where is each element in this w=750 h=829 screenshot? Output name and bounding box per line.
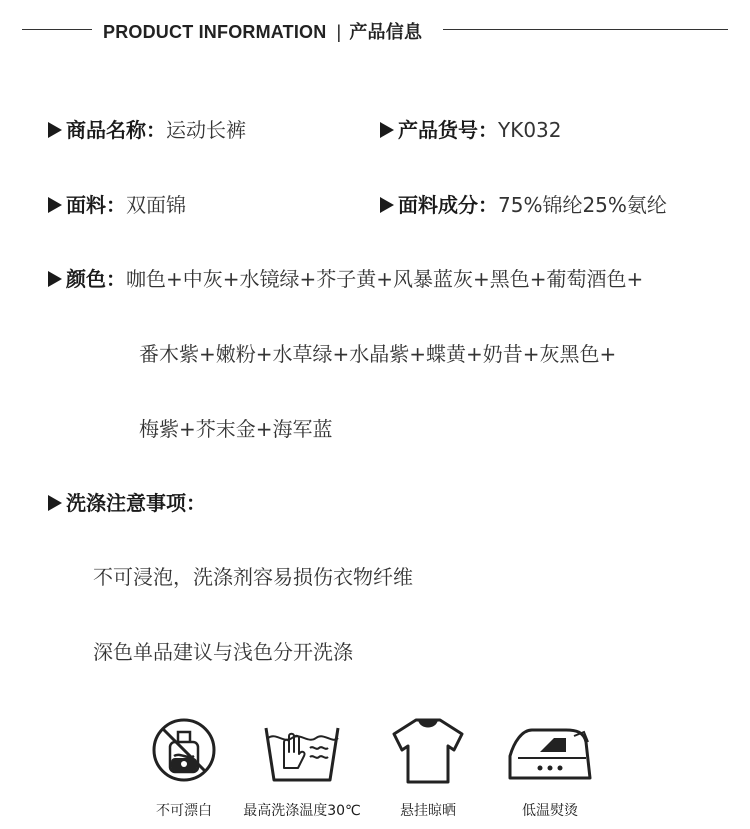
field-label: 产品货号： [398, 118, 498, 142]
bullet-arrow-icon [380, 197, 394, 213]
wash-30-icon [252, 712, 352, 788]
care-label-no-bleach: 不可漂白 [156, 803, 212, 819]
low-iron-icon [500, 712, 600, 788]
bullet-arrow-icon [48, 495, 62, 511]
care-note-1: 不可浸泡，洗涤剂容易损伤衣物纤维 [93, 565, 413, 589]
colors-line-1: 咖色+中灰+水镜绿+芥子黄+风暴蓝灰+黑色+葡萄酒色+ [126, 267, 644, 291]
care-note-2: 深色单品建议与浅色分开洗涤 [93, 640, 353, 664]
header-title-en: PRODUCT INFORMATION [103, 22, 327, 42]
field-value: 75%锦纶25%氨纶 [498, 193, 667, 217]
colors-line-3: 梅紫+芥末金+海军蓝 [139, 417, 333, 441]
bullet-arrow-icon [380, 122, 394, 138]
care-heading [48, 491, 206, 515]
field-label: 面料成分： [398, 193, 498, 217]
no-bleach-icon [134, 712, 234, 788]
header-title [103, 18, 422, 44]
field-value: YK032 [498, 118, 562, 142]
colors-line-2: 番木紫+嫩粉+水草绿+水晶紫+蝶黄+奶昔+灰黑色+ [139, 342, 617, 366]
header-rule-left [22, 29, 92, 30]
bullet-arrow-icon [48, 197, 62, 213]
header-rule-right [443, 29, 728, 30]
field-composition [380, 193, 667, 217]
bullet-arrow-icon [48, 122, 62, 138]
field-fabric [48, 193, 186, 217]
header-separator: | [336, 22, 342, 42]
care-label-hang-dry: 悬挂晾晒 [400, 803, 456, 819]
hang-dry-icon [378, 712, 478, 788]
header-title-cn: 产品信息 [349, 22, 423, 42]
field-label: 面料： [66, 193, 126, 217]
care-label-low-iron: 低温熨烫 [522, 803, 578, 819]
care-label-wash-temp: 最高洗涤温度30℃ [243, 803, 361, 819]
field-label: 颜色： [66, 267, 126, 291]
field-colors [48, 267, 643, 291]
field-value: 运动长裤 [166, 118, 246, 142]
field-product-name [48, 118, 246, 142]
care-title: 洗涤注意事项： [66, 491, 206, 515]
field-product-code [380, 118, 562, 142]
section-header [0, 18, 750, 42]
field-value: 双面锦 [126, 193, 186, 217]
field-label: 商品名称： [66, 118, 166, 142]
bullet-arrow-icon [48, 271, 62, 287]
